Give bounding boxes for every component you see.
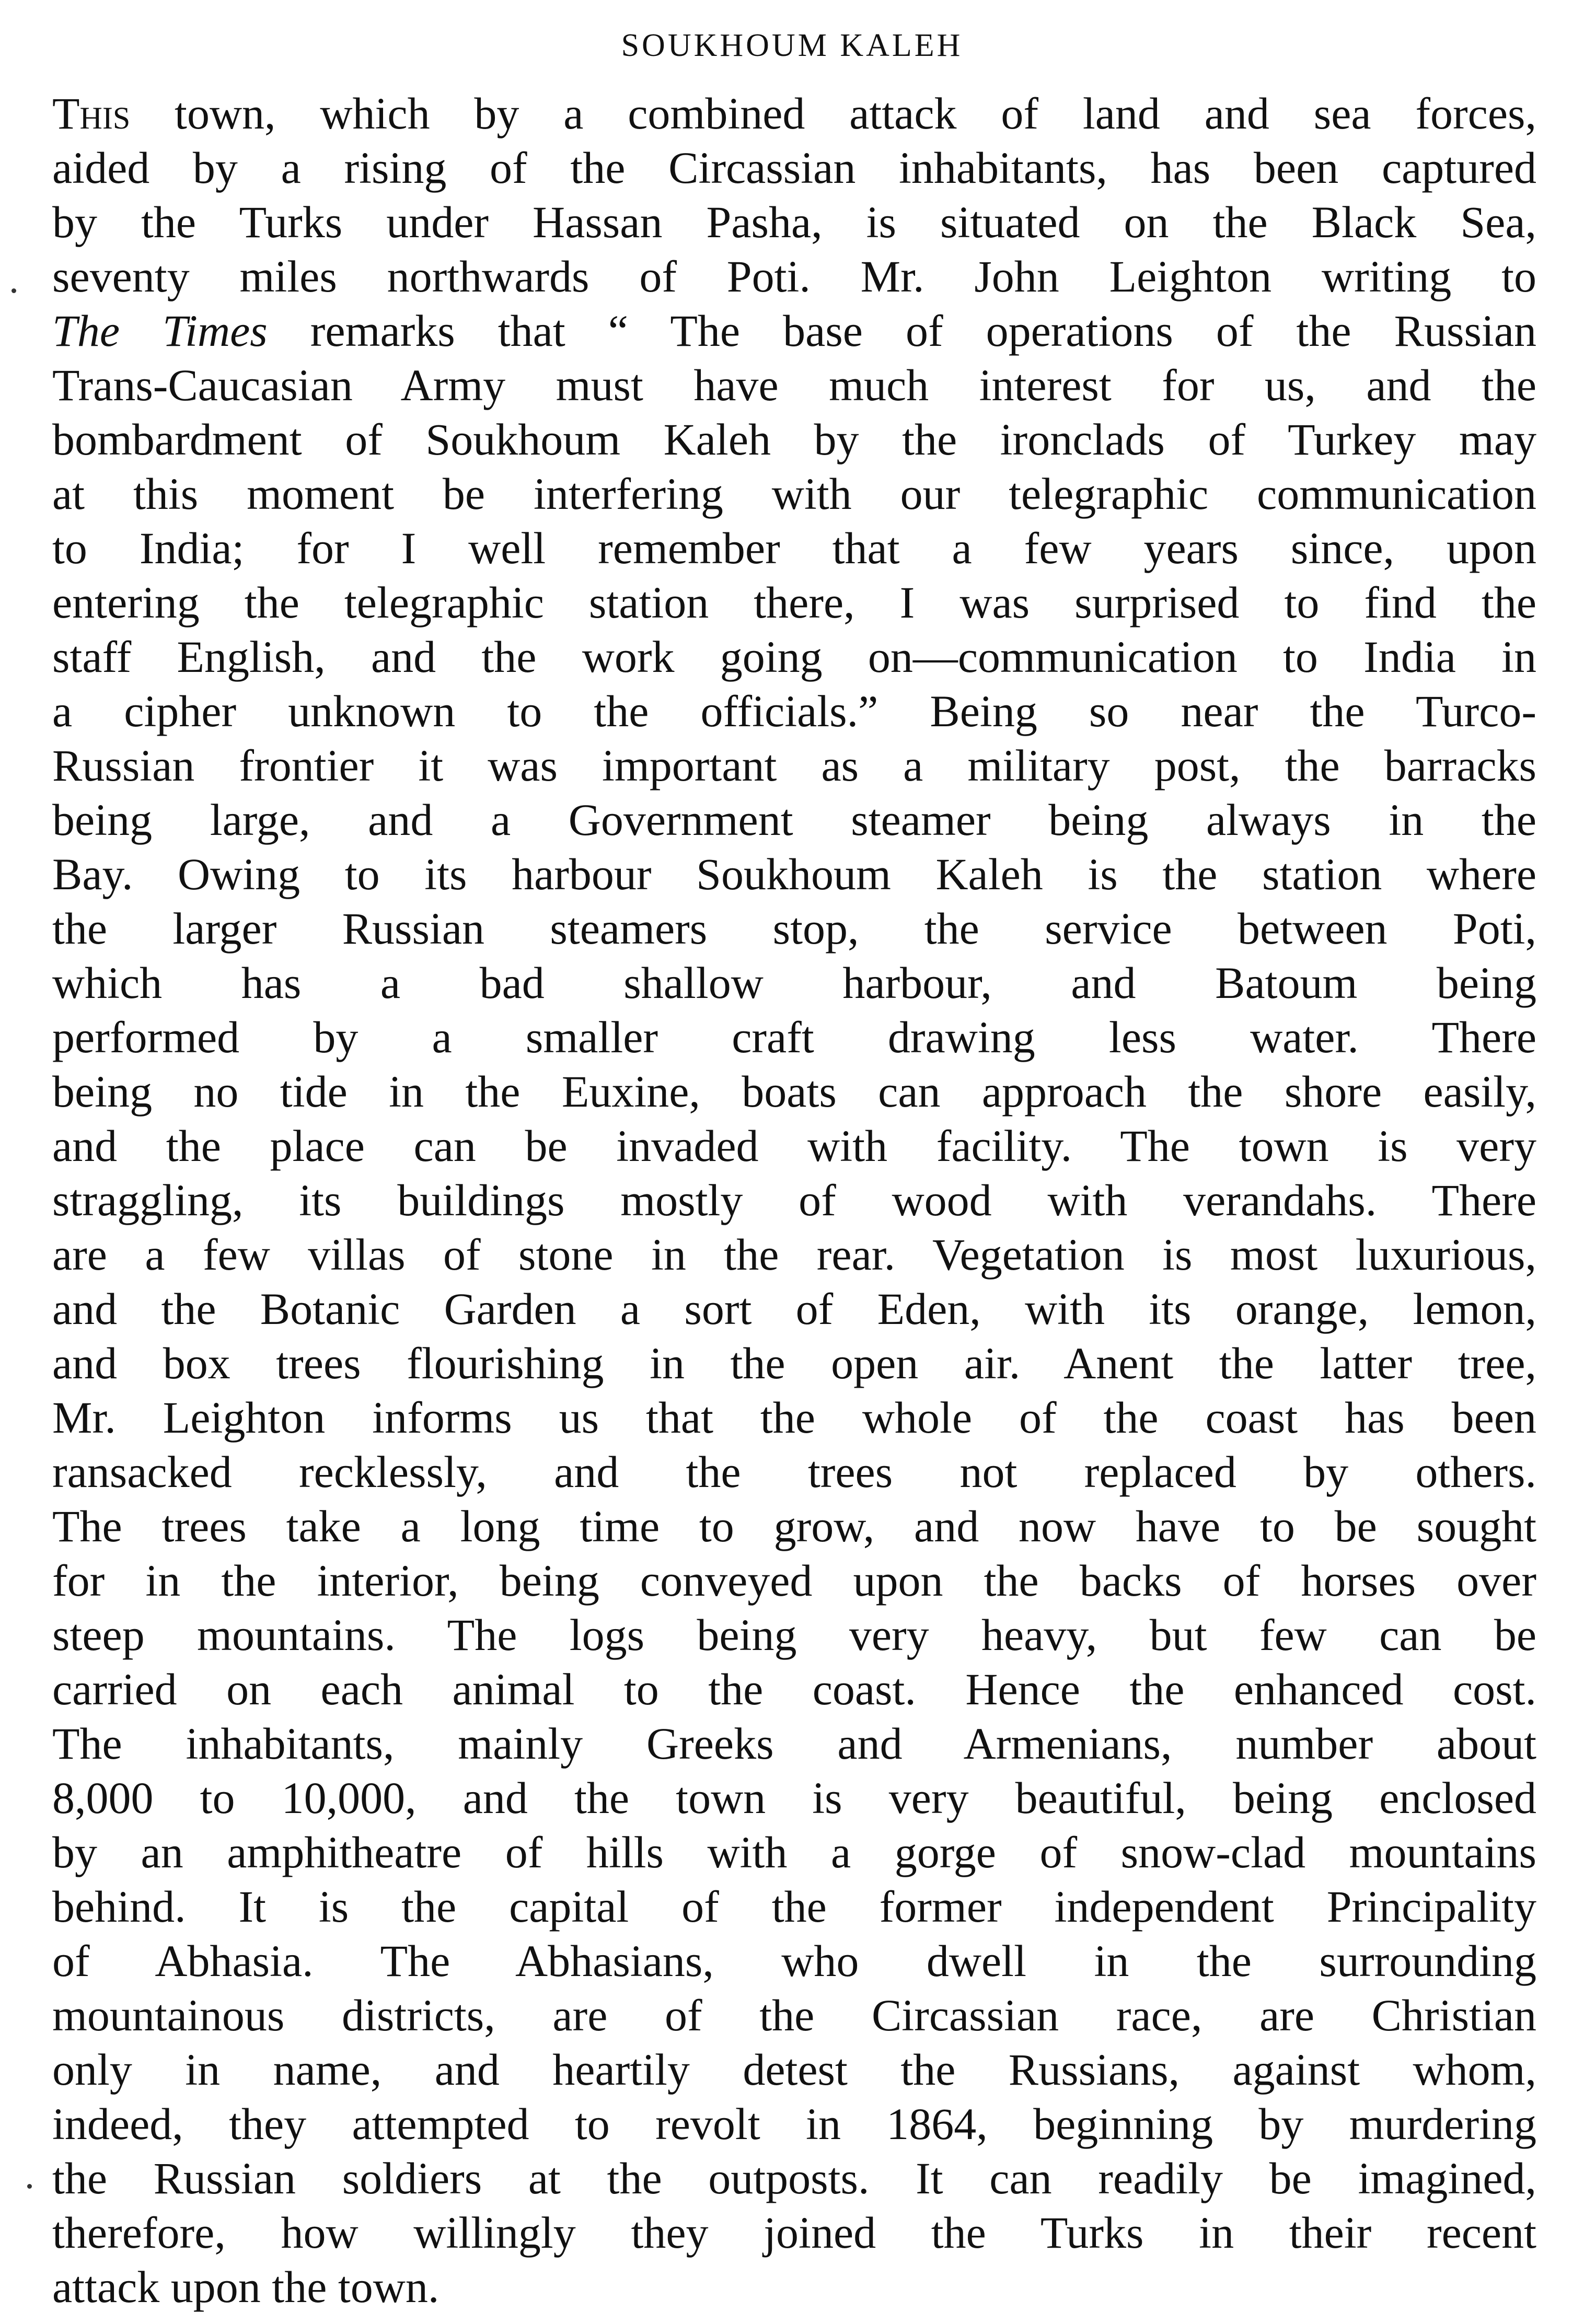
text-line: [52, 1499, 1536, 1553]
text-line: [52, 847, 1536, 901]
text-line: [52, 1390, 1536, 1445]
print-speck: [11, 288, 16, 293]
text-line: [52, 2260, 1536, 2314]
line-text: and the Botanic Garden a sort of Eden, with its orange, lemon,: [52, 1284, 1536, 1334]
line-text: only in name, and heartily detest the Russians, against whom,: [52, 2044, 1536, 2095]
text-line: [52, 1119, 1536, 1173]
text-line: [52, 738, 1536, 793]
text-line: [52, 793, 1536, 847]
text-line: [52, 1771, 1536, 1825]
line-text: 8,000 to 10,000, and the town is very beautiful, being enclosed: [52, 1773, 1536, 1823]
line-text: aided by a rising of the Circassian inhabitants, has been captured: [52, 143, 1536, 193]
line-text: the larger Russian steamers stop, the service between Poti,: [52, 903, 1536, 954]
text-line: [52, 2151, 1536, 2205]
text-line: [52, 195, 1536, 249]
text-line: [52, 630, 1536, 684]
text-line: [52, 1716, 1536, 1771]
line-text: attack upon the town.: [52, 2262, 440, 2312]
article-body: [52, 86, 1536, 2314]
line-text: mountainous districts, are of the Circassian race, are Christian: [52, 1990, 1536, 2040]
text-line: [52, 521, 1536, 575]
line-text: entering the telegraphic station there, I was surprised to find the: [52, 577, 1536, 628]
text-line: [52, 1934, 1536, 1988]
text-line: [52, 1336, 1536, 1390]
line-text: being large, and a Government steamer being always in the: [52, 795, 1536, 845]
line-text: staff English, and the work going on—communication to India in: [52, 632, 1536, 682]
text-line: [52, 1064, 1536, 1119]
text-line: [52, 1227, 1536, 1282]
line-text: Bay. Owing to its harbour Soukhoum Kaleh is the station where: [52, 849, 1536, 899]
text-line: [52, 956, 1536, 1010]
line-text: and box trees flourishing in the open air. Anent the latter tree,: [52, 1338, 1536, 1388]
text-line: [52, 575, 1536, 630]
lead-word: This: [52, 88, 131, 138]
text-line: [52, 1879, 1536, 1934]
text-line: [52, 2042, 1536, 2097]
text-line: [52, 304, 1536, 358]
line-text: bombardment of Soukhoum Kaleh by the ironclads of Turkey may: [52, 414, 1536, 464]
line-text: The inhabitants, mainly Greeks and Armenians, number about: [52, 1718, 1536, 1769]
text-line: [52, 2097, 1536, 2151]
text-line: [52, 1988, 1536, 2042]
line-text: seventy miles northwards of Poti. Mr. John Leighton writing to: [52, 251, 1536, 301]
line-text: Trans-Caucasian Army must have much interest for us, and the: [52, 360, 1536, 410]
line-text: a cipher unknown to the officials.” Being so near the Turco-: [52, 686, 1536, 736]
line-text: and the place can be invaded with facility. The town is very: [52, 1121, 1536, 1171]
text-line: [52, 358, 1536, 412]
text-line: [52, 684, 1536, 738]
text-line: [52, 1608, 1536, 1662]
text-line: [52, 1662, 1536, 1716]
line-text: behind. It is the capital of the former independent Principality: [52, 1881, 1536, 1932]
line-text: remarks that “ The base of operations of the Russian: [267, 306, 1536, 356]
line-text: Mr. Leighton informs us that the whole of the coast has been: [52, 1392, 1536, 1443]
text-line: [52, 2205, 1536, 2260]
line-text: the Russian soldiers at the outposts. It can readily be imagined,: [52, 2153, 1536, 2203]
line-text: town, which by a combined attack of land and sea forces,: [130, 88, 1536, 138]
text-line: [52, 412, 1536, 467]
line-text: carried on each animal to the coast. Hence the enhanced cost.: [52, 1664, 1536, 1714]
text-line: [52, 901, 1536, 956]
line-text: for in the interior, being conveyed upon the backs of horses over: [52, 1555, 1536, 1606]
text-line: [52, 249, 1536, 304]
line-text: Russian frontier it was important as a military post, the barracks: [52, 740, 1536, 791]
italic-title: The Times: [52, 306, 268, 356]
line-text: which has a bad shallow harbour, and Batoum being: [52, 958, 1536, 1008]
print-speck: [27, 2184, 32, 2189]
text-line: [52, 86, 1536, 141]
line-text: The trees take a long time to grow, and now have to be sought: [52, 1501, 1536, 1551]
line-text: are a few villas of stone in the rear. Vegetation is most luxurious,: [52, 1229, 1536, 1280]
line-text: at this moment be interfering with our telegraphic communication: [52, 469, 1536, 519]
text-line: [52, 141, 1536, 195]
line-text: ransacked recklessly, and the trees not replaced by others.: [52, 1447, 1536, 1497]
line-text: indeed, they attempted to revolt in 1864, beginning by murdering: [52, 2099, 1536, 2149]
text-line: [52, 1445, 1536, 1499]
line-text: therefore, how willingly they joined the Turks in their recent: [52, 2207, 1536, 2258]
text-line: [52, 467, 1536, 521]
line-text: of Abhasia. The Abhasians, who dwell in the surrounding: [52, 1936, 1536, 1986]
text-line: [52, 1010, 1536, 1064]
text-line: [52, 1282, 1536, 1336]
line-text: steep mountains. The logs being very heavy, but few can be: [52, 1610, 1536, 1660]
line-text: by an amphitheatre of hills with a gorge of snow-clad mountains: [52, 1827, 1536, 1877]
line-text: to India; for I well remember that a few years since, upon: [52, 523, 1536, 573]
line-text: straggling, its buildings mostly of wood with verandahs. There: [52, 1175, 1536, 1225]
line-text: by the Turks under Hassan Pasha, is situated on the Black Sea,: [52, 197, 1536, 247]
text-line: [52, 1825, 1536, 1879]
line-text: being no tide in the Euxine, boats can approach the shore easily,: [52, 1066, 1536, 1117]
line-text: performed by a smaller craft drawing less water. There: [52, 1012, 1536, 1062]
text-line: [52, 1553, 1536, 1608]
article-title: SOUKHOUM KALEH: [621, 28, 963, 63]
text-line: [52, 1173, 1536, 1227]
